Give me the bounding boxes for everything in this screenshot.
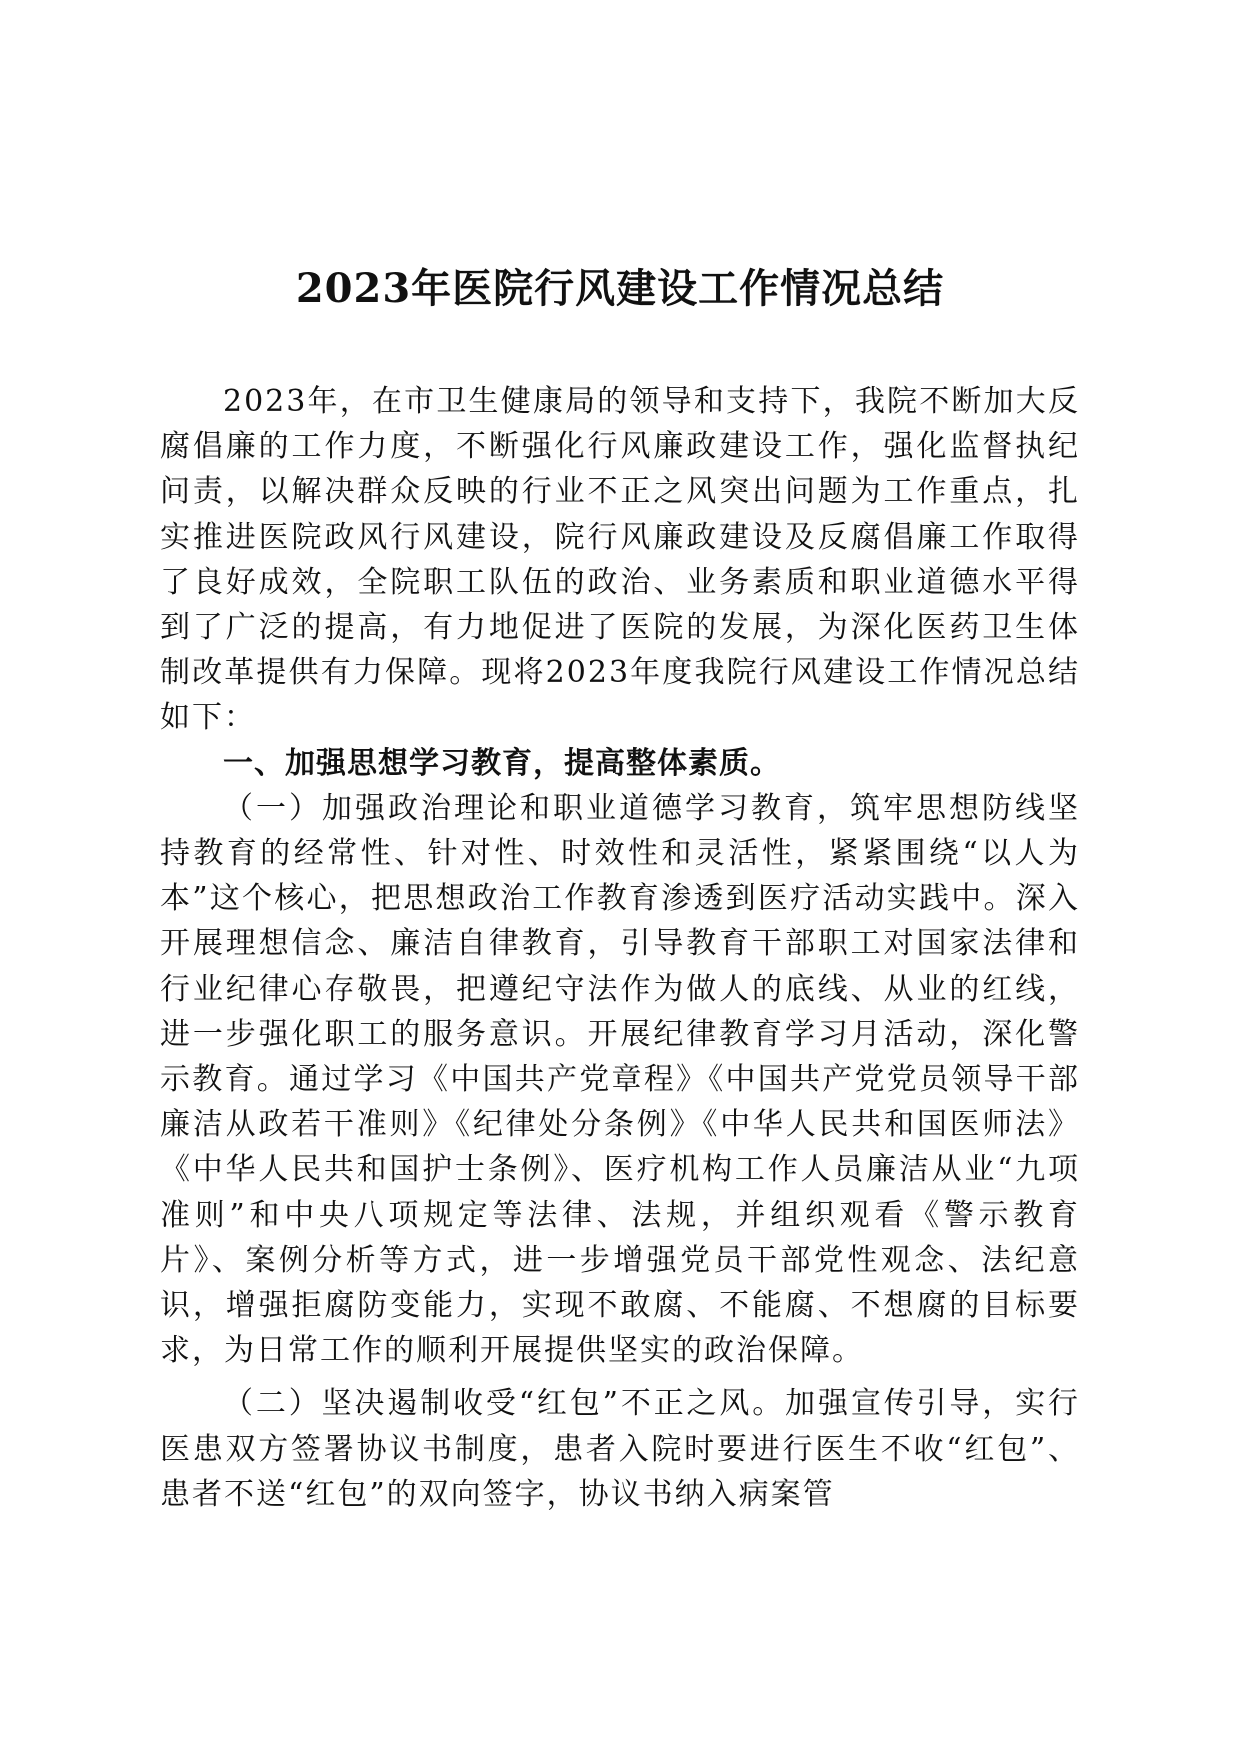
subsection-paragraph-2: （二）坚决遏制收受“红包”不正之风。加强宣传引导，实行医患双方签署协议书制度，患者入院时要进行医生不收“红包”、患者不送“红包”的双向签字，协议书纳入病案管 (160, 1386, 1080, 1512)
document-body (160, 379, 1080, 1517)
subsection-paragraph-1: （一）加强政治理论和职业道德学习教育，筑牢思想防线坚持教育的经常性、针对性、时效性和灵活性，紧紧围绕“以人为本”这个核心，把思想政治工作教育渗透到医疗活动实践中。深入开展理想信念、廉洁自律教育，引导教育干部职工对国家法律和行业纪律心存敬畏，把遵纪守法作为做人的底线、从业的红线，进一步强化职工的服务意识。开展纪律教育学习月活动，深化警示教育。通过学习《中国共产党章程》《中国共产党党员领导干部廉洁从政若干准则》《纪律处分条例》《中华人民共和国医师法》《中华人民共和国护士条例》、医疗机构工作人员廉洁从业“九项准则”和中央八项规定等法律、法规，并组织观看《警示教育片》、案例分析等方式，进一步增强党员干部党性观念、法纪意识，增强拒腐防变能力，实现不敢腐、不能腐、不想腐的目标要求，为日常工作的顺利开展提供坚实的政治保障。 (160, 790, 1080, 1369)
intro-paragraph: 2023年，在市卫生健康局的领导和支持下，我院不断加大反腐倡廉的工作力度，不断强化行风廉政建设工作，强化监督执纪问责，以解决群众反映的行业不正之风突出问题为工作重点，扎实推进医院政风行风建设，院行风廉政建设及反腐倡廉工作取得了良好成效，全院职工队伍的政治、业务素质和职业道德水平得到了广泛的提高，有力地促进了医院的发展，为深化医药卫生体制改革提供有力保障。现将2023年度我院行风建设工作情况总结如下： (160, 384, 1080, 736)
section-heading-1: 一、加强思想学习教育，提高整体素质。 (223, 745, 781, 781)
document-title: 2023年医院行风建设工作情况总结 (295, 265, 945, 312)
